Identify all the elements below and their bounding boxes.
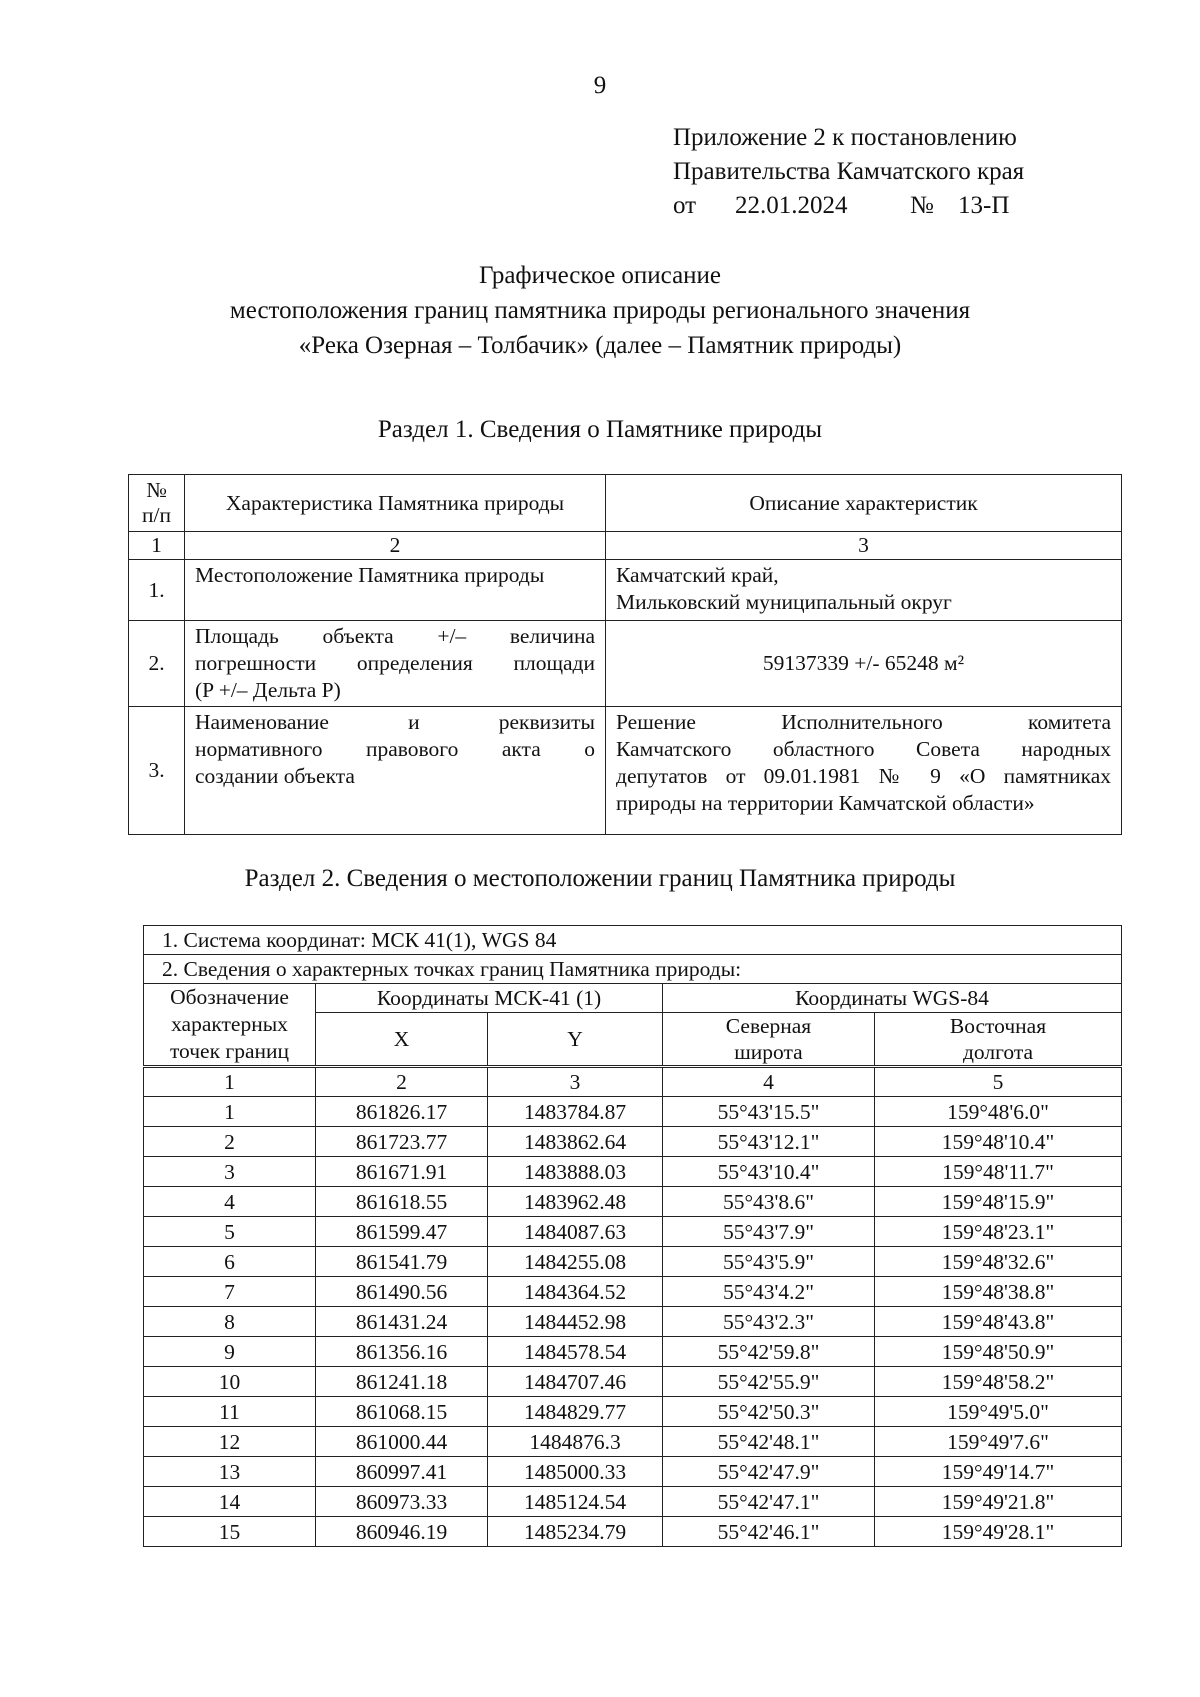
- wgs-longitude: 159°48'23.1": [875, 1217, 1122, 1247]
- boundary-points-table: [143, 925, 1122, 1547]
- coordinate-system: 1. Система координат: МСК 41(1), WGS 84: [144, 926, 1122, 955]
- wgs-longitude: 159°48'11.7": [875, 1157, 1122, 1187]
- msk-y: 1484255.08: [488, 1247, 663, 1277]
- point-id: 3: [144, 1157, 316, 1187]
- header-x: X: [316, 1013, 488, 1067]
- header-num: [129, 475, 185, 532]
- points-body: [144, 1097, 1122, 1547]
- header-characteristic: Характеристика Памятника природы: [185, 475, 606, 532]
- wgs-latitude: 55°43'10.4": [663, 1157, 875, 1187]
- index-cell: 3: [606, 532, 1122, 560]
- msk-x: 861671.91: [316, 1157, 488, 1187]
- wgs-longitude: 159°49'14.7": [875, 1457, 1122, 1487]
- characteristic-line: (P +/– Дельта P): [195, 678, 341, 702]
- msk-y: 1484876.3: [488, 1427, 663, 1457]
- appendix-line-1: Приложение 2 к постановлению: [673, 124, 1017, 151]
- characteristic-line: создании объекта: [195, 764, 355, 788]
- wgs-longitude: 159°48'6.0": [875, 1097, 1122, 1127]
- msk-y: 1483862.64: [488, 1127, 663, 1157]
- point-id: 14: [144, 1487, 316, 1517]
- msk-x: 861490.56: [316, 1277, 488, 1307]
- table-row: [144, 1217, 1122, 1247]
- description-cell: 59137339 +/- 65248 м²: [606, 621, 1122, 707]
- row-number: 1.: [129, 560, 185, 621]
- point-id: 10: [144, 1367, 316, 1397]
- wgs-latitude: 55°43'15.5": [663, 1097, 875, 1127]
- wgs-longitude: 159°49'5.0": [875, 1397, 1122, 1427]
- msk-x: 861541.79: [316, 1247, 488, 1277]
- wgs-latitude: 55°43'8.6": [663, 1187, 875, 1217]
- page-number: 9: [593, 72, 607, 99]
- msk-x: 860973.33: [316, 1487, 488, 1517]
- header-wgs: Координаты WGS-84: [663, 984, 1122, 1013]
- header-east: [875, 1013, 1122, 1067]
- header-north-line: Северная: [725, 1014, 812, 1038]
- point-id: 7: [144, 1277, 316, 1307]
- table-row: [144, 1127, 1122, 1157]
- characteristic-line: погрешности определения площади: [195, 651, 595, 675]
- from-label: от: [673, 192, 697, 219]
- points-title: 2. Сведения о характерных точках границ Памятника природы:: [144, 955, 1122, 984]
- point-id: 4: [144, 1187, 316, 1217]
- description-line: Камчатский край,: [616, 563, 779, 587]
- number-label: №: [910, 192, 934, 219]
- wgs-latitude: 55°43'4.2": [663, 1277, 875, 1307]
- description-line: Мильковский муниципальный округ: [616, 590, 952, 614]
- index-cell: 2: [185, 532, 606, 560]
- wgs-longitude: 159°48'58.2": [875, 1367, 1122, 1397]
- row-number: 3.: [129, 707, 185, 835]
- header-designation-line: точек границ: [169, 1039, 290, 1063]
- header-num-top: №: [146, 478, 167, 502]
- header-designation: [144, 984, 316, 1067]
- index-cell: 1: [144, 1067, 316, 1097]
- table-row: [144, 1187, 1122, 1217]
- msk-x: 861068.15: [316, 1397, 488, 1427]
- msk-x: 861826.17: [316, 1097, 488, 1127]
- index-row: [144, 1067, 1122, 1097]
- wgs-latitude: 55°43'5.9": [663, 1247, 875, 1277]
- wgs-longitude: 159°49'7.6": [875, 1427, 1122, 1457]
- table-row: [144, 1367, 1122, 1397]
- characteristic-cell: [185, 707, 606, 835]
- msk-y: 1484829.77: [488, 1397, 663, 1427]
- table-row: [129, 707, 1122, 835]
- point-id: 11: [144, 1397, 316, 1427]
- wgs-longitude: 159°49'21.8": [875, 1487, 1122, 1517]
- document-title-line-2: местоположения границ памятника природы регионального значения: [229, 297, 971, 324]
- msk-y: 1484364.52: [488, 1277, 663, 1307]
- table-row: [144, 1457, 1122, 1487]
- header-row: [144, 984, 1122, 1013]
- point-id: 9: [144, 1337, 316, 1367]
- msk-y: 1484452.98: [488, 1307, 663, 1337]
- wgs-longitude: 159°48'15.9": [875, 1187, 1122, 1217]
- appendix-line-2: Правительства Камчатского края: [673, 158, 1025, 185]
- table-row: [129, 560, 1122, 621]
- index-cell: 2: [316, 1067, 488, 1097]
- coordinate-system-row: [144, 926, 1122, 955]
- characteristic-cell: [185, 621, 606, 707]
- wgs-latitude: 55°42'59.8": [663, 1337, 875, 1367]
- index-row: [129, 532, 1122, 560]
- msk-x: 861356.16: [316, 1337, 488, 1367]
- wgs-latitude: 55°43'2.3": [663, 1307, 875, 1337]
- msk-y: 1484707.46: [488, 1367, 663, 1397]
- wgs-longitude: 159°48'50.9": [875, 1337, 1122, 1367]
- msk-y: 1484087.63: [488, 1217, 663, 1247]
- header-num-bottom: п/п: [142, 503, 171, 527]
- msk-y: 1483962.48: [488, 1187, 663, 1217]
- points-title-row: [144, 955, 1122, 984]
- msk-y: 1485000.33: [488, 1457, 663, 1487]
- table-header-row: [129, 475, 1122, 532]
- msk-x: 860997.41: [316, 1457, 488, 1487]
- msk-y: 1483784.87: [488, 1097, 663, 1127]
- msk-y: 1485234.79: [488, 1517, 663, 1547]
- table-row: [144, 1427, 1122, 1457]
- msk-x: 861618.55: [316, 1187, 488, 1217]
- characteristic-line: Наименование и реквизиты: [195, 710, 595, 734]
- wgs-latitude: 55°42'50.3": [663, 1397, 875, 1427]
- index-cell: 4: [663, 1067, 875, 1097]
- point-id: 13: [144, 1457, 316, 1487]
- decree-number: 13-П: [958, 192, 1010, 219]
- description-cell: [606, 560, 1122, 621]
- point-id: 2: [144, 1127, 316, 1157]
- point-id: 1: [144, 1097, 316, 1127]
- characteristic-line: нормативного правового акта о: [195, 737, 595, 761]
- msk-x: 861241.18: [316, 1367, 488, 1397]
- header-msk: Координаты МСК-41 (1): [316, 984, 663, 1013]
- characteristic-line: Площадь объекта +/– величина: [195, 624, 595, 648]
- msk-y: 1484578.54: [488, 1337, 663, 1367]
- table-row: [144, 1157, 1122, 1187]
- point-id: 5: [144, 1217, 316, 1247]
- header-description: Описание характеристик: [606, 475, 1122, 532]
- index-cell: 1: [129, 532, 185, 560]
- msk-y: 1485124.54: [488, 1487, 663, 1517]
- table-row: [144, 1337, 1122, 1367]
- table-row: [129, 621, 1122, 707]
- description-line: природы на территории Камчатской области»: [616, 791, 1035, 815]
- table-row: [144, 1487, 1122, 1517]
- wgs-longitude: 159°48'10.4": [875, 1127, 1122, 1157]
- msk-y: 1483888.03: [488, 1157, 663, 1187]
- msk-x: 861000.44: [316, 1427, 488, 1457]
- description-line: Камчатского областного Совета народных: [616, 737, 1111, 761]
- decree-date: 22.01.2024: [735, 192, 848, 219]
- description-line: депутатов от 09.01.1981 № 9 «О памятниках: [616, 764, 1111, 788]
- description-line: Решение Исполнительного комитета: [616, 710, 1111, 734]
- wgs-latitude: 55°42'47.9": [663, 1457, 875, 1487]
- header-east-line: Восточная: [949, 1014, 1047, 1038]
- header-east-line: долгота: [962, 1040, 1034, 1064]
- wgs-longitude: 159°48'43.8": [875, 1307, 1122, 1337]
- characteristics-table: [128, 474, 1122, 835]
- wgs-latitude: 55°42'48.1": [663, 1427, 875, 1457]
- document-title-line-3: «Река Озерная – Толбачик» (далее – Памятник природы): [298, 332, 902, 359]
- point-id: 6: [144, 1247, 316, 1277]
- point-id: 12: [144, 1427, 316, 1457]
- table-row: [144, 1247, 1122, 1277]
- document-title-line-1: Графическое описание: [478, 262, 722, 289]
- wgs-latitude: 55°42'47.1": [663, 1487, 875, 1517]
- point-id: 8: [144, 1307, 316, 1337]
- header-north-line: широта: [734, 1040, 803, 1064]
- wgs-latitude: 55°42'55.9": [663, 1367, 875, 1397]
- msk-x: 861723.77: [316, 1127, 488, 1157]
- wgs-latitude: 55°42'46.1": [663, 1517, 875, 1547]
- section-1-title: Раздел 1. Сведения о Памятнике природы: [377, 416, 823, 443]
- wgs-latitude: 55°43'12.1": [663, 1127, 875, 1157]
- description-cell: [606, 707, 1122, 835]
- table-row: [144, 1277, 1122, 1307]
- table-row: [144, 1097, 1122, 1127]
- characteristic-cell: Местоположение Памятника природы: [185, 560, 606, 621]
- wgs-latitude: 55°43'7.9": [663, 1217, 875, 1247]
- table-row: [144, 1397, 1122, 1427]
- header-north: [663, 1013, 875, 1067]
- wgs-longitude: 159°48'38.8": [875, 1277, 1122, 1307]
- point-id: 15: [144, 1517, 316, 1547]
- msk-x: 861599.47: [316, 1217, 488, 1247]
- header-designation-line: Обозначение: [170, 985, 289, 1009]
- table-row: [144, 1307, 1122, 1337]
- wgs-longitude: 159°49'28.1": [875, 1517, 1122, 1547]
- wgs-longitude: 159°48'32.6": [875, 1247, 1122, 1277]
- section-2-title: Раздел 2. Сведения о местоположении границ Памятника природы: [244, 865, 956, 892]
- header-designation-line: характерных: [171, 1012, 288, 1036]
- table-row: [144, 1517, 1122, 1547]
- index-cell: 5: [875, 1067, 1122, 1097]
- index-cell: 3: [488, 1067, 663, 1097]
- row-number: 2.: [129, 621, 185, 707]
- msk-x: 860946.19: [316, 1517, 488, 1547]
- header-y: Y: [488, 1013, 663, 1067]
- msk-x: 861431.24: [316, 1307, 488, 1337]
